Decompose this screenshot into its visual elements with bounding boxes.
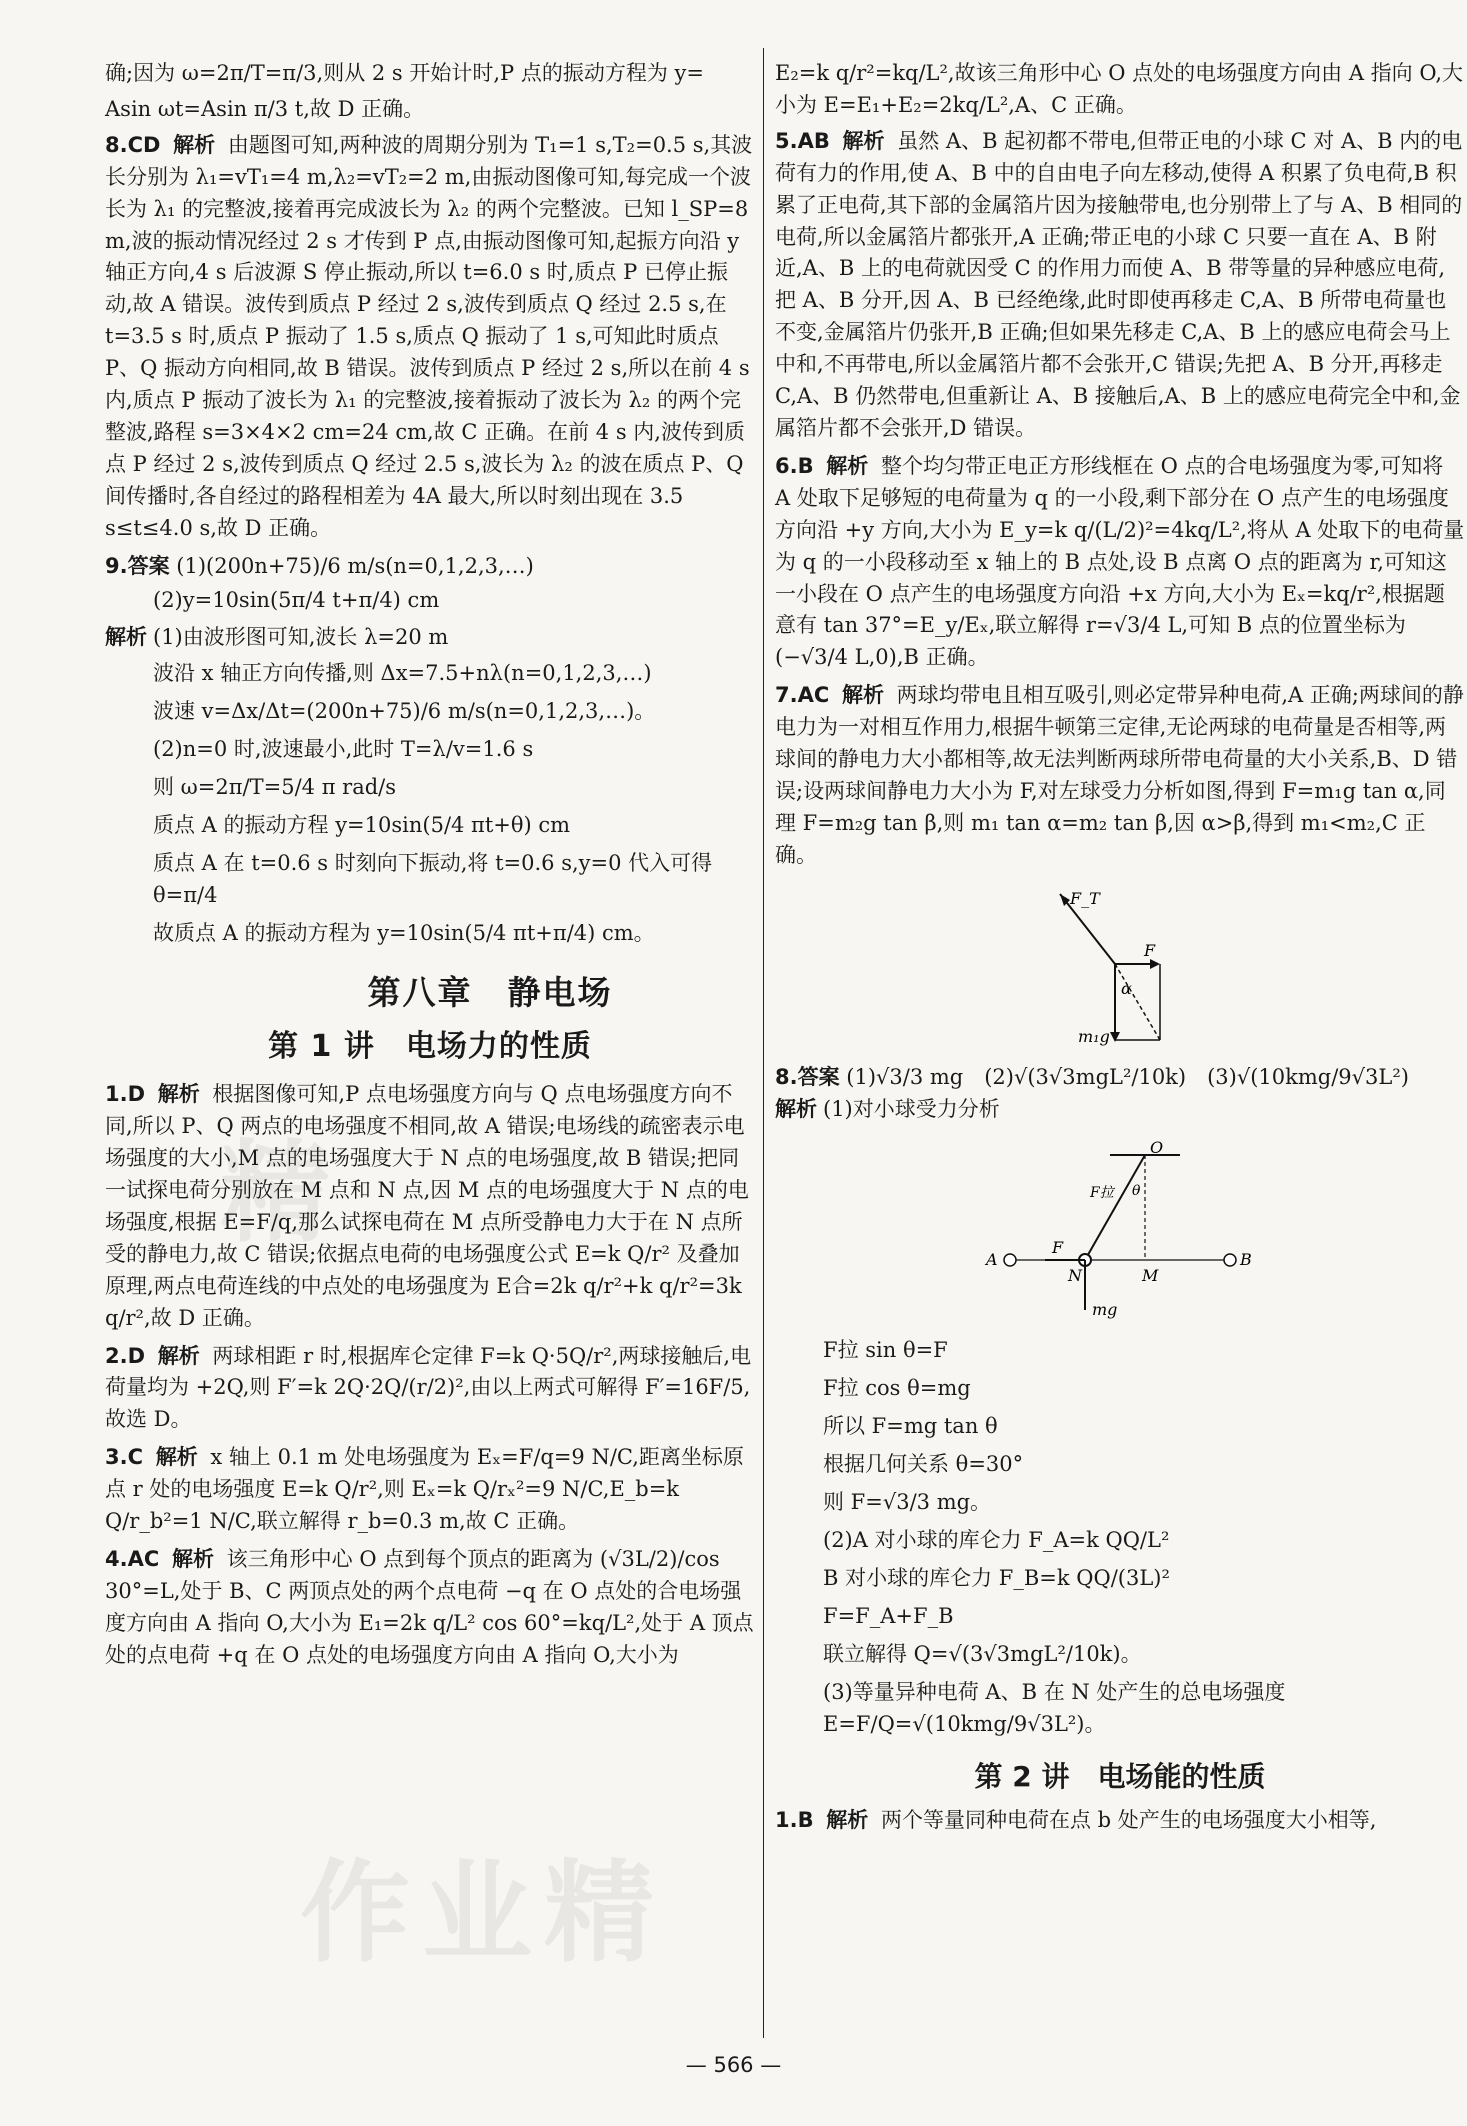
item-number: 7.AC (775, 683, 830, 708)
text-line: 故质点 A 的振动方程为 y=10sin(5/4 πt+π/4) cm。 (153, 920, 655, 945)
text-line: B 对小球的库仑力 F_B=k QQ/(3L)² (823, 1565, 1170, 1590)
text-line: (1)对小球受力分析 (823, 1096, 1000, 1121)
item-number: 1.D (105, 1082, 146, 1107)
item-text: 虽然 A、B 起初都不带电,但带正电的小球 C 对 A、B 内的电荷有力的作用,使 A、B 中的自由电子向左移动,使得 A 积累了负电荷,B 积累了正电荷,其下部的金属箔片因为接触带电,也分别带上了与 A、B 相同的电荷,所以金属箔片都张开,A 正确;带正电的小球 C 只要一直在 A、B 附近,A、B 上的电荷就因受 C 的作用力而使 A、B 带等量的异种感应电荷,把 A、B 分开,因 A、B 已经绝缘,此时即使再移走 C,A、B 所带电荷量也不变,金属箔片仍张开,B 正确;但如果先移走 C,A、B 上的感应电荷会马上中和,不再带电,所以金属箔片都不会张开,C 错误;先把 A、B 分开,再移走 C,A、B 仍然带电,但重新让 A、B 接触后,A、B 上的感应电荷完全中和,金属箔片都不会张开,D 错误。 (775, 128, 1463, 440)
item-text: 整个均匀带正电正方形线框在 O 点的合电场强度为零,可知将 A 处取下足够短的电荷量为 q 的一小段,剩下部分在 O 点产生的电场强度方向沿 +y 方向,大小为 E_y=k q/(L/2)²=4kq/L²,将从 A 处取下的电荷量为 q 的一小段移动至 x 轴上的 B 点处,设 B 点离 O 点的距离为 r,可知这一小段在 O 点产生的电场强度方向沿 +x 方向,大小为 Eₓ=kq/r²,根据题意有 tan 37°=E_y/Eₓ,联立解得 r=√3/4 L,可知 B 点的位置坐标为(−√3/4 L,0),B 正确。 (775, 453, 1465, 670)
label-n: N (1068, 1266, 1082, 1286)
answer-item (775, 451, 1465, 674)
analysis-tag: 解析 (157, 1343, 200, 1368)
force-diagram-2 (970, 1135, 1270, 1325)
text-line: 质点 A 的振动方程 y=10sin(5/4 πt+θ) cm (153, 812, 571, 837)
answer-item-8 (105, 130, 755, 545)
force-diagram-1 (1020, 882, 1220, 1052)
label-b: B (1240, 1250, 1252, 1270)
analysis-tag: 解析 (155, 1445, 198, 1470)
item-text: 两球相距 r 时,根据库仑定律 F=k Q·5Q/r²,两球接触后,电荷量均为 +2Q,则 F′=k 2Q·2Q/(r/2)²,由以上两式可解得 F′=16F/5,故选 D。 (105, 1343, 752, 1432)
analysis-tag: 解析 (171, 1547, 214, 1571)
watermark: 精 (220, 1129, 342, 1257)
watermark: 作业精 (300, 1849, 666, 1977)
right-column (775, 58, 1465, 1843)
item-number: 6.B (775, 453, 814, 478)
text-line: 波沿 x 轴正方向传播,则 Δx=7.5+nλ(n=0,1,2,3,…) (153, 661, 652, 686)
text-line: (2)A 对小球的库仑力 F_A=k QQ/L² (823, 1528, 1170, 1552)
answer-item (105, 1544, 755, 1672)
analysis-tag: 解析 (826, 453, 869, 478)
label-a: A (986, 1250, 998, 1270)
label-m: M (1142, 1266, 1159, 1286)
text-line: (3)等量异种电荷 A、B 在 N 处产生的总电场强度 E=F/Q=√(10kmg/9√3L²)。 (823, 1679, 1286, 1736)
string (1085, 1155, 1145, 1260)
page-number: — 566 — (685, 2053, 782, 2077)
analysis-tag: 解析 (105, 625, 147, 650)
chapter-title: 第八章 静电场 (367, 972, 613, 1012)
label-f: F (1144, 940, 1156, 960)
item-text: 该三角形中心 O 点到每个顶点的距离为 (√3L/2)/cos 30°=L,处于 B、C 两顶点处的两个点电荷 −q 在 O 点处的合电场强度方向由 A 指向 O,大小为 E₁=2k q/L² cos 60°=kq/L²,处于 A 顶点处的点电荷 +q 在 O 点处的电场强度方向由 A 指向 O,大小为 (105, 1547, 754, 1667)
label-mg: m₁g (1078, 1026, 1110, 1046)
item-number: 3.C (105, 1445, 144, 1470)
analysis-tag: 解析 (157, 1082, 200, 1107)
text-line: 则 ω=2π/T=5/4 π rad/s (153, 775, 397, 800)
label-theta: θ (1132, 1183, 1141, 1200)
item-number: 4.AC (105, 1547, 160, 1571)
item-number: 1.B (775, 1807, 814, 1832)
answer-item-9 (105, 551, 755, 950)
text-line: F拉 cos θ=mg (823, 1376, 971, 1401)
text-line: Asin ωt=Asin π/3 t,故 D 正确。 (105, 96, 425, 121)
answer-item (105, 1341, 755, 1437)
text-line: 则 F=√3/3 mg。 (823, 1490, 992, 1515)
analysis-tag: 解析 (842, 128, 885, 153)
label-f: F (1052, 1238, 1064, 1258)
answer-item (775, 1805, 1465, 1837)
lecture-title: 第 2 讲 电场能的性质 (974, 1760, 1266, 1794)
item-number: 2.D (105, 1343, 146, 1368)
label-mg: mg (1092, 1300, 1118, 1320)
text-line: 确;因为 ω=2π/T=π/3,则从 2 s 开始计时,P 点的振动方程为 y= (105, 61, 705, 85)
answer-1: (1)(200n+75)/6 m/s(n=0,1,2,3,…) (176, 553, 534, 578)
text-line: (1)由波形图可知,波长 λ=20 m (153, 625, 449, 650)
analysis-tag: 解析 (841, 683, 884, 708)
item-text: 由题图可知,两种波的周期分别为 T₁=1 s,T₂=0.5 s,其波长分别为 λ₁=vT₁=4 m,λ₂=vT₂=2 m,由振动图像可知,每完成一个波长为 λ₁ 的完整波,接着再完成波长为 λ₂ 的两个完整波。已知 l_SP=8 m,波的振动情况经过 2 s 才传到 P 点,由振动图像可知,起振方向沿 y 轴正方向,4 s 后波源 S 停止振动,所以 t=6.0 s 时,质点 P 已停止振动,故 A 错误。波传到质点 P 经过 2 s,波传到质点 Q 经过 2.5 s,在 t=3.5 s 时,质点 P 振动了 1.5 s,质点 Q 振动了 1 s,可知此时质点 P、Q 振动方向相同,故 B 错误。波传到质点 P 经过 2 s,所以在前 4 s 内,质点 P 振动了波长为 λ₁ 的完整波,接着振动了波长为 λ₂ 的两个完整波,路程 s=3×4×2 cm=24 cm,故 C 正确。在前 4 s 内,波传到质点 P 经过 2 s,波传到质点 Q 经过 2.5 s,波长为 λ₂ 的波在质点 P、Q 间传播时,各自经过的路程相差为 4A 最大,所以时刻出现在 3.5 s≤t≤4.0 s,故 D 正确。 (105, 132, 753, 540)
item-number: 9.答案 (105, 553, 170, 578)
text-line: (2)n=0 时,波速最小,此时 T=λ/v=1.6 s (153, 737, 534, 762)
answer-item (775, 126, 1465, 445)
analysis-tag: 解析 (173, 132, 216, 157)
text-line: F拉 sin θ=F (823, 1338, 948, 1363)
text-line: E₂=k q/r²=kq/L²,故该三角形中心 O 点处的电场强度方向由 A 指向 O,大小为 E=E₁+E₂=2kq/L²,A、C 正确。 (775, 61, 1464, 117)
arrow-head (1150, 959, 1160, 969)
answer-2: (2)y=10sin(5π/4 t+π/4) cm (153, 587, 440, 612)
item-number: 5.AB (775, 128, 830, 153)
label-f-la: F拉 (1090, 1185, 1114, 1202)
text-line: 根据几何关系 θ=30° (823, 1452, 1024, 1477)
answer-item (105, 1079, 755, 1334)
charge-a (1004, 1254, 1016, 1266)
text-line: 质点 A 在 t=0.6 s 时刻向下振动,将 t=0.6 s,y=0 代入可得 θ=π/4 (153, 850, 713, 907)
item-text: 两个等量同种电荷在点 b 处产生的电场强度大小相等, (880, 1807, 1377, 1832)
text-line: 联立解得 Q=√(3√3mgL²/10k)。 (823, 1641, 1142, 1666)
charge-b (1224, 1254, 1236, 1266)
text-line: 波速 v=Δx/Δt=(200n+75)/6 m/s(n=0,1,2,3,…)。 (153, 699, 656, 724)
label-o: O (1150, 1138, 1164, 1158)
item-text: 根据图像可知,P 点电场强度方向与 Q 点电场强度方向不同,所以 P、Q 两点的电场强度不相同,故 A 错误;电场线的疏密表示电场强度的大小,M 点的电场强度大于 N 点的电场强度,故 B 错误;把同一试探电荷分别放在 M 点和 N 点,因 M 点的电场强度大于 N 点的电场强度,根据 E=F/q,那么试探电荷在 M 点所受静电力大于在 N 点所受的静电力,故 C 错误;依据点电荷的电场强度公式 E=k Q/r² 及叠加原理,两点电荷连线的中点处的电场强度为 E合=2k q/r²+k q/r²=3k q/r²,故 D 正确。 (105, 1082, 749, 1330)
answer-item-8 (775, 1062, 1465, 1126)
item-text: 两球均带电且相互吸引,则必定带异种电荷,A 正确;两球间的静电力为一对相互作用力,根据牛顿第三定律,无论两球的电荷量是否相等,两球间的静电力大小都相等,故无法判断两球所带电荷量的大小关系,B、D 错误;设两球间静电力大小为 F,对左球受力分析如图,得到 F=m₁g tan α,同理 F=m₂g tan β,则 m₁ tan α=m₂ tan β,因 α>β,得到 m₁<m₂,C 正确。 (775, 683, 1464, 867)
dashed-line (1115, 964, 1160, 1040)
left-column (105, 58, 755, 1678)
answer-item (775, 680, 1465, 871)
item-text: x 轴上 0.1 m 处电场强度为 Eₓ=F/q=9 N/C,距离坐标原点 r 处的电场强度 E=k Q/r²,则 Eₓ=k Q/rₓ²=9 N/C,E_b=k Q/r_b²=1 N/C,联立解得 r_b=0.3 m,故 C 正确。 (105, 1445, 744, 1534)
analysis-tag: 解析 (826, 1807, 869, 1832)
analysis-tag: 解析 (775, 1096, 817, 1121)
label-alpha: α (1121, 978, 1132, 998)
answer-text: (1)√3/3 mg (2)√(3√3mgL²/10k) (3)√(10kmg/9√3L²) (846, 1064, 1409, 1089)
lecture-title: 第 1 讲 电场力的性质 (268, 1028, 592, 1064)
text-line: F=F_A+F_B (823, 1603, 954, 1628)
text-line: 所以 F=mg tan θ (823, 1414, 998, 1439)
item-number: 8.CD (105, 132, 161, 157)
column-divider (763, 48, 764, 2038)
item-number: 8.答案 (775, 1064, 840, 1089)
label-ft: F_T (1070, 888, 1100, 908)
answer-item (105, 1442, 755, 1538)
